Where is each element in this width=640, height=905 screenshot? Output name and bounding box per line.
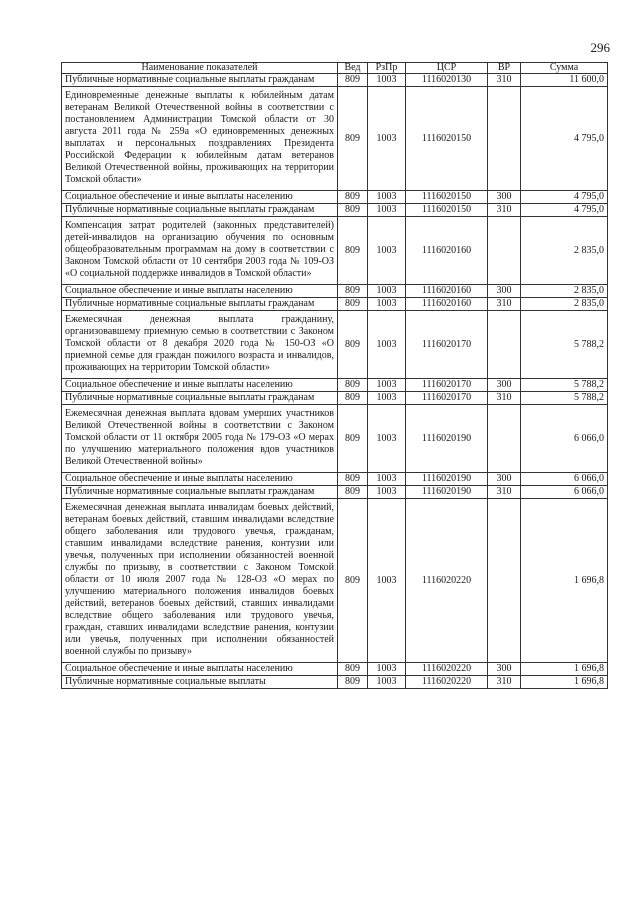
row-rzpr: 1003 [368,392,406,405]
row-name: Социальное обеспечение и иные выплаты населению [62,285,338,298]
row-csr: 1116020190 [406,473,488,486]
row-sum: 4 795,0 [521,191,608,204]
column-header-csr: ЦСР [406,63,488,74]
row-sum: 1 696,8 [521,499,608,663]
row-sum: 4 795,0 [521,204,608,217]
row-name: Единовременные денежные выплаты к юбилейным датам ветеранам Великой Отечественной войны в соответствии с постановлением Администрации Томской области от 30 августа 2011 года № 259а «О единовременных денежных выплатах и персональных поздравлениях Президента Российской Федерации к юбилейным датам ветеранов Великой Отечественной войны, проживающих на территории Томской области» [62,87,338,191]
row-csr: 1116020220 [406,676,488,689]
row-name: Ежемесячная денежная выплата вдовам умерших участников Великой Отечественной войны в соответствии с Законом Томской области от 11 октября 2005 года № 179-ОЗ «О мерах по улучшению материального положения вдов участников Великой Отечественной войны» [62,405,338,473]
column-header-ved: Вед [338,63,368,74]
row-vr: 310 [488,298,521,311]
page-number: 296 [590,40,610,55]
row-sum: 5 788,2 [521,392,608,405]
row-vr [488,311,521,379]
row-ved: 809 [338,191,368,204]
row-sum: 5 788,2 [521,379,608,392]
row-rzpr: 1003 [368,311,406,379]
row-name: Публичные нормативные социальные выплаты гражданам [62,392,338,405]
row-vr: 310 [488,392,521,405]
row-vr: 310 [488,676,521,689]
row-rzpr: 1003 [368,298,406,311]
table-row [62,676,608,689]
row-sum: 4 795,0 [521,87,608,191]
column-header-sum: Сумма [521,63,608,74]
row-name: Ежемесячная денежная выплата гражданину, организовавшему приемную семью в соответствии с Законом Томской области от 8 декабря 2020 года № 150-ОЗ «О приемной семье для граждан пожилого возраста и инвалидов, проживающих на территории Томской области» [62,311,338,379]
row-ved: 809 [338,499,368,663]
table-row [62,499,608,663]
row-vr [488,405,521,473]
row-sum: 1 696,8 [521,663,608,676]
row-csr: 1116020190 [406,405,488,473]
table-row [62,285,608,298]
table-row [62,191,608,204]
row-ved: 809 [338,87,368,191]
row-sum: 2 835,0 [521,217,608,285]
table-row [62,663,608,676]
row-rzpr: 1003 [368,486,406,499]
row-ved: 809 [338,74,368,87]
row-vr: 300 [488,379,521,392]
row-csr: 1116020160 [406,217,488,285]
row-name: Компенсация затрат родителей (законных представителей) детей-инвалидов на организацию обучения по основным общеобразовательным программам на дому в соответствии с Законом Томской области от 10 сентября 2003 года № 109-ОЗ «О социальной поддержке инвалидов в Томской области» [62,217,338,285]
column-header-name: Наименование показателей [62,63,338,74]
row-vr: 300 [488,663,521,676]
row-sum: 2 835,0 [521,285,608,298]
table-row [62,298,608,311]
row-name: Ежемесячная денежная выплата инвалидам боевых действий, ветеранам боевых действий, ставшим инвалидами вследствие общего заболевания или трудового увечья, гражданам, ставшим инвалидами вследствие ранения, контузии или увечья, полученных при исполнении обязанностей военной службы по призыву, в соответствии с Законом Томской области от 10 июля 2007 года № 128-ОЗ «О мерах по улучшению материального положения инвалидов боевых действий, ветеранов боевых действий, ставших инвалидами вследствие общего заболевания или трудового увечья, граждан, ставших инвалидами вследствие ранения, контузии или увечья, полученных при исполнении обязанностей военной службы по призыву» [62,499,338,663]
column-header-vr: ВР [488,63,521,74]
row-ved: 809 [338,311,368,379]
table-row [62,217,608,285]
row-rzpr: 1003 [368,379,406,392]
row-vr [488,217,521,285]
row-rzpr: 1003 [368,405,406,473]
row-csr: 1116020190 [406,486,488,499]
table-row [62,392,608,405]
row-sum: 1 696,8 [521,676,608,689]
row-csr: 1116020150 [406,204,488,217]
row-vr: 300 [488,285,521,298]
row-ved: 809 [338,298,368,311]
row-ved: 809 [338,663,368,676]
row-name: Публичные нормативные социальные выплаты [62,676,338,689]
row-sum: 5 788,2 [521,311,608,379]
row-rzpr: 1003 [368,663,406,676]
row-sum: 6 066,0 [521,486,608,499]
table-row [62,486,608,499]
row-rzpr: 1003 [368,499,406,663]
row-name: Публичные нормативные социальные выплаты гражданам [62,74,338,87]
row-csr: 1116020130 [406,74,488,87]
row-sum: 6 066,0 [521,405,608,473]
row-sum: 2 835,0 [521,298,608,311]
table-row [62,405,608,473]
row-ved: 809 [338,285,368,298]
row-name: Публичные нормативные социальные выплаты гражданам [62,204,338,217]
row-name: Социальное обеспечение и иные выплаты населению [62,379,338,392]
row-vr [488,87,521,191]
row-vr: 310 [488,486,521,499]
row-vr: 310 [488,204,521,217]
row-name: Публичные нормативные социальные выплаты гражданам [62,298,338,311]
budget-table [61,62,608,689]
table-header-row [62,63,608,74]
row-csr: 1116020170 [406,379,488,392]
row-rzpr: 1003 [368,285,406,298]
row-ved: 809 [338,204,368,217]
row-rzpr: 1003 [368,217,406,285]
row-ved: 809 [338,676,368,689]
row-name: Социальное обеспечение и иные выплаты населению [62,191,338,204]
row-vr: 310 [488,74,521,87]
row-csr: 1116020160 [406,285,488,298]
column-header-rzpr: РзПр [368,63,406,74]
row-rzpr: 1003 [368,74,406,87]
row-ved: 809 [338,217,368,285]
row-ved: 809 [338,486,368,499]
row-rzpr: 1003 [368,676,406,689]
row-csr: 1116020150 [406,191,488,204]
row-csr: 1116020220 [406,499,488,663]
table-row [62,74,608,87]
table-row [62,473,608,486]
row-csr: 1116020160 [406,298,488,311]
row-vr: 300 [488,191,521,204]
row-csr: 1116020170 [406,311,488,379]
row-ved: 809 [338,473,368,486]
table-row [62,379,608,392]
row-csr: 1116020150 [406,87,488,191]
row-name: Социальное обеспечение и иные выплаты населению [62,473,338,486]
row-csr: 1116020220 [406,663,488,676]
row-name: Публичные нормативные социальные выплаты гражданам [62,486,338,499]
row-vr: 300 [488,473,521,486]
table-row [62,87,608,191]
row-rzpr: 1003 [368,191,406,204]
table-row [62,311,608,379]
table-row [62,204,608,217]
row-sum: 6 066,0 [521,473,608,486]
row-vr [488,499,521,663]
row-rzpr: 1003 [368,204,406,217]
row-ved: 809 [338,392,368,405]
row-csr: 1116020170 [406,392,488,405]
row-name: Социальное обеспечение и иные выплаты населению [62,663,338,676]
row-rzpr: 1003 [368,87,406,191]
row-ved: 809 [338,379,368,392]
row-rzpr: 1003 [368,473,406,486]
row-ved: 809 [338,405,368,473]
row-sum: 11 600,0 [521,74,608,87]
